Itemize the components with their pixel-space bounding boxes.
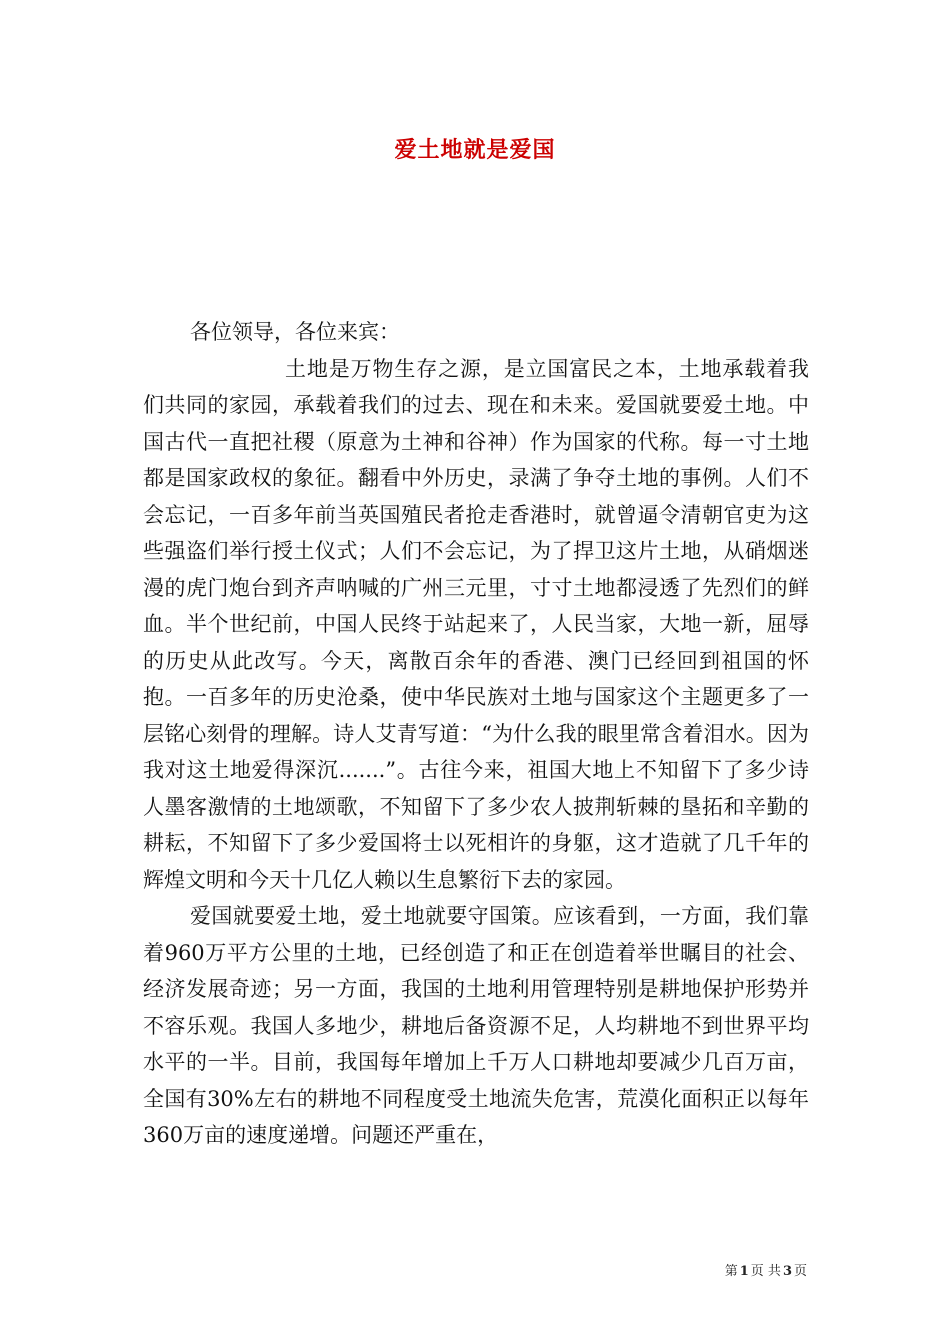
- total-pages-number: 3: [782, 1264, 792, 1279]
- paragraph-1: 土地是万物生存之源，是立国富民之本，土地承载着我们共同的家园，承载着我们的过去、现在和未来。爱国就要爱土地。中国古代一直把社稷（原意为土神和谷神）作为国家的代称。每一寸土地都是国家政权的象征。翻看中外历史，录满了争夺土地的事例。人们不会忘记，一百多年前当英国殖民者抢走香港时，就曾逼令清朝官吏为这些强盗们举行授土仪式；人们不会忘记，为了捍卫这片土地，从硝烟迷漫的虎门炮台到齐声呐喊的广州三元里，寸寸土地都浸透了先烈们的鲜血。半个世纪前，中国人民终于站起来了，人民当家，大地一新，屈辱的历史从此改写。今天，离散百余年的香港、澳门已经回到祖国的怀抱。一百多年的历史沧桑，使中华民族对土地与国家这个主题更多了一层铭心刻骨的理解。诗人艾青写道：“为什么我的眼里常含着泪水。因为我对这土地爱得深沉.......”。古往今来，祖国大地上不知留下了多少诗人墨客激情的土地颂歌，不知留下了多少农人披荆斩棘的垦拓和辛勤的耕耘，不知留下了多少爱国将士以死相许的身躯，这才造就了几千年的辉煌文明和今天十几亿人赖以生息繁衍下去的家园。: [143, 356, 809, 892]
- paragraph-2: 爱国就要爱土地，爱土地就要守国策。应该看到，一方面，我们靠着960万平方公里的土地，已经创造了和正在创造着举世瞩目的社会、经济发展奇迹；另一方面，我国的土地利用管理特别是耕地保护形势并不容乐观。我国人多地少，耕地后备资源不足，人均耕地不到世界平均水平的一半。目前，我国每年增加上千万人口耕地却要减少几百万亩，全国有30%左右的耕地不同程度受土地流失危害，荒漠化面积正以每年360万亩的速度递增。问题还严重在，: [143, 904, 809, 1147]
- document-body: [143, 314, 809, 1154]
- footer-middle: 页 共: [750, 1264, 781, 1279]
- footer-prefix: 第: [724, 1264, 738, 1279]
- footer-suffix: 页: [793, 1264, 807, 1279]
- document-title: 爱土地就是爱国: [394, 137, 556, 163]
- salutation: 各位领导，各位来宾：: [190, 320, 400, 344]
- current-page-number: 1: [739, 1264, 749, 1279]
- page-footer: [0, 1260, 807, 1279]
